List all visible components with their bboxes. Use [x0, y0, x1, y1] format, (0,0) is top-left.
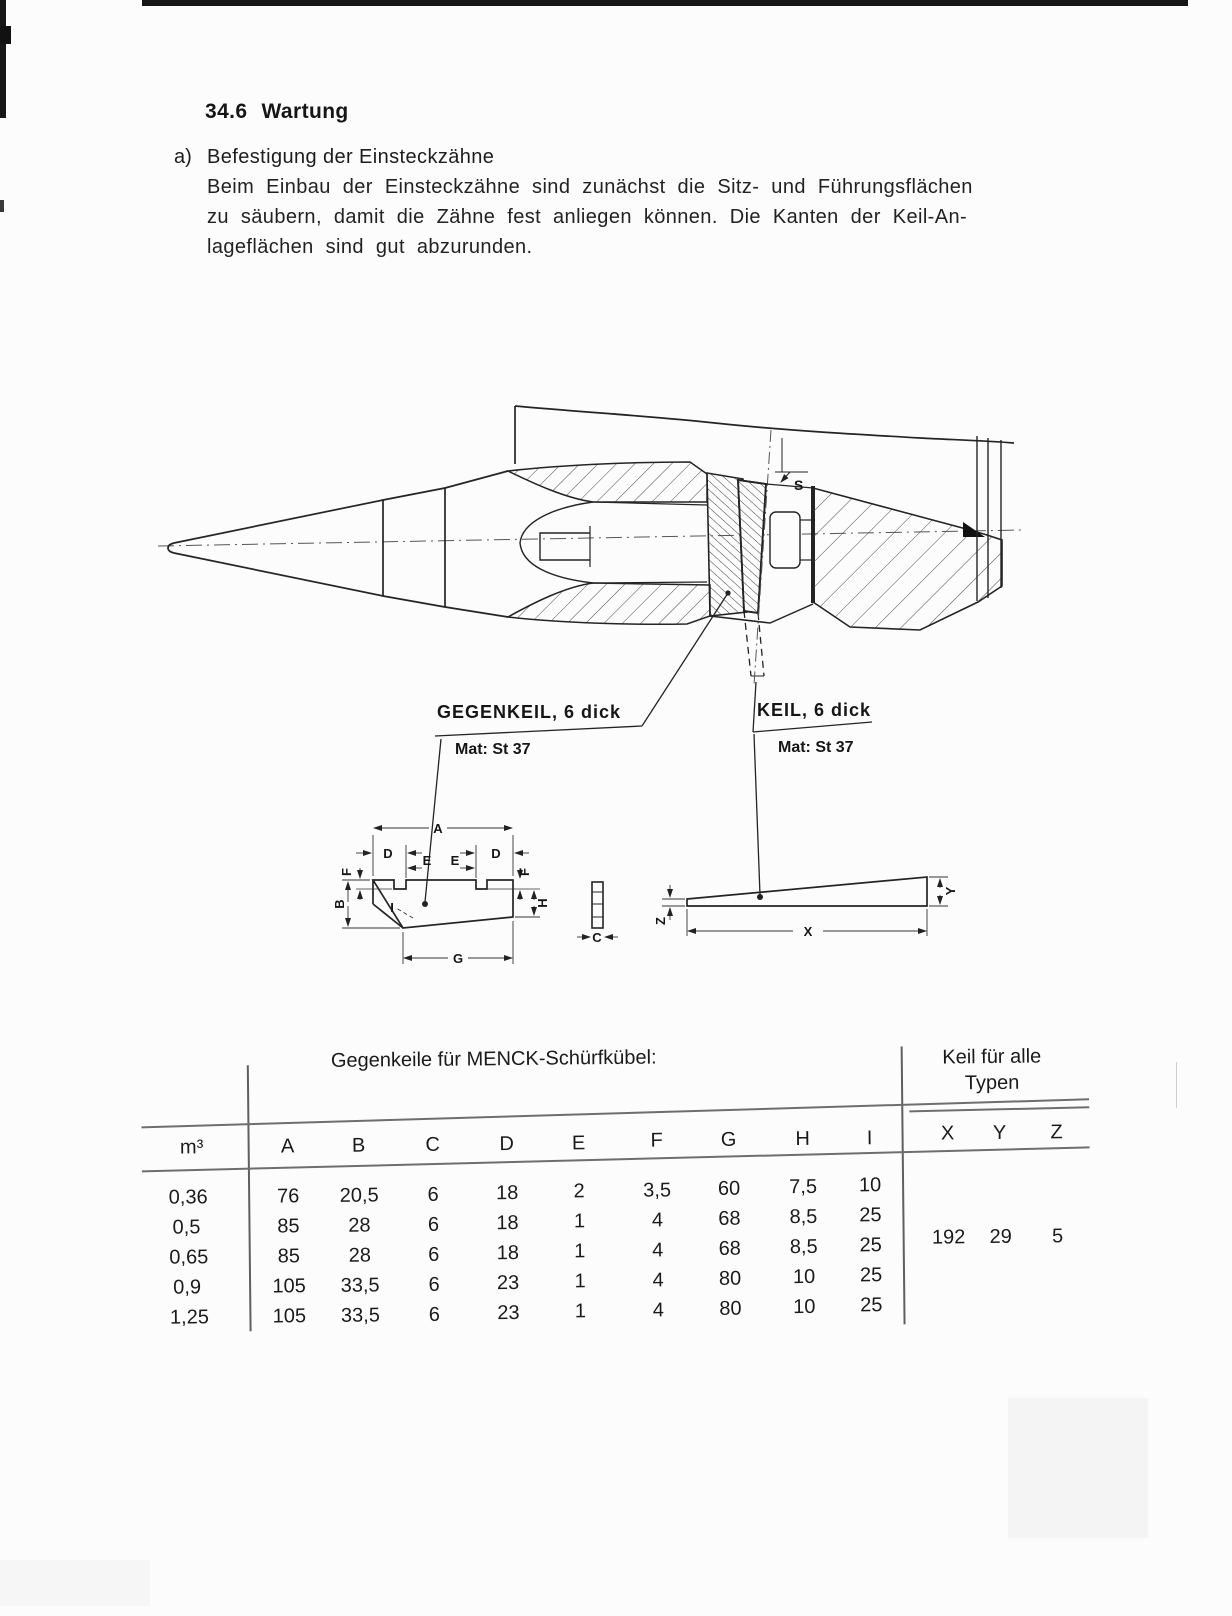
dim-e: E — [450, 853, 460, 868]
dim-d: D — [491, 846, 501, 861]
scan-edge-left — [0, 0, 6, 118]
table-cell: 4 — [652, 1239, 664, 1262]
table-cell: 4 — [651, 1209, 664, 1232]
table-cell-keil: 5 — [1051, 1225, 1064, 1248]
tooth-assembly-section — [158, 406, 1023, 685]
table-cell: 105 — [272, 1305, 307, 1328]
table-cell: 25 — [859, 1264, 883, 1287]
table-cell: 80 — [718, 1267, 742, 1290]
wedge-dimension-table — [138, 1020, 1101, 1342]
col-header: F — [650, 1129, 663, 1152]
table-cell: 1 — [574, 1270, 586, 1293]
table-cell: 4 — [652, 1299, 665, 1322]
table-cell: 18 — [496, 1211, 519, 1235]
col-header: H — [795, 1127, 810, 1151]
dim-z: Z — [653, 917, 668, 925]
col-header: Z — [1050, 1121, 1063, 1144]
table-cell: 105 — [272, 1275, 306, 1298]
table-cell: 68 — [718, 1237, 741, 1260]
table-group-header: Typen — [964, 1071, 1020, 1095]
table-cell: 28 — [348, 1214, 371, 1237]
dim-a: A — [433, 821, 443, 836]
list-item-label: a) — [174, 146, 192, 168]
scan-edge-top — [142, 0, 1188, 6]
gegenkeil-dimension-drawing — [373, 880, 603, 928]
paragraph-line: Beim Einbau der Einsteckzähne sind zunächst die Sitz- und Führungsflächen — [207, 176, 973, 198]
scan-mark — [0, 26, 11, 44]
table-cell: 25 — [859, 1234, 882, 1257]
table-cell: 0,5 — [172, 1216, 201, 1239]
dim-g: G — [452, 951, 464, 966]
dim-s: S — [794, 477, 804, 493]
table-cell: 80 — [719, 1297, 742, 1320]
table-cell: 28 — [348, 1244, 372, 1267]
table-cell: 23 — [497, 1301, 520, 1325]
table-cell: 2 — [573, 1180, 585, 1203]
dim-e: E — [422, 853, 432, 868]
table-cell: 6 — [427, 1213, 440, 1236]
keil-label: KEIL, 6 dick — [757, 700, 872, 720]
table-cell: 1 — [574, 1300, 587, 1323]
table-cell: 60 — [717, 1177, 741, 1200]
table-divider-vertical — [247, 1065, 251, 1331]
table-cell: 0,9 — [173, 1276, 202, 1299]
table-cell: 85 — [277, 1215, 300, 1238]
scan-mark — [0, 200, 4, 212]
technical-drawing — [130, 380, 1110, 980]
paragraph-line: zu säubern, damit die Zähne fest anliegen können. Die Kanten der Keil-An- — [207, 206, 968, 228]
col-header: I — [866, 1127, 873, 1150]
scan-shadow — [0, 1560, 150, 1606]
table-cell: 18 — [495, 1181, 519, 1205]
table-cell: 6 — [427, 1183, 439, 1206]
table-cell: 33,5 — [340, 1304, 381, 1327]
dim-d: D — [383, 846, 393, 861]
dim-h: H — [535, 898, 550, 908]
section-heading — [205, 100, 349, 124]
table-cell: 85 — [277, 1245, 301, 1268]
keil-dimension-drawing — [687, 877, 927, 906]
table-cell: 10 — [858, 1174, 882, 1197]
paragraph-title: Befestigung der Einsteckzähne — [207, 146, 495, 168]
col-header-m3: m³ — [179, 1136, 204, 1159]
gegenkeil-material: Mat: St 37 — [455, 741, 531, 758]
table-cell: 3,5 — [643, 1179, 672, 1202]
dim-x: X — [803, 924, 813, 939]
table-cell: 0,65 — [169, 1246, 209, 1269]
table-cell-keil: 29 — [989, 1225, 1012, 1249]
table-cell: 4 — [652, 1269, 664, 1292]
dim-i: I — [390, 900, 394, 915]
table-cell-keil: 192 — [931, 1226, 966, 1249]
dim-c: C — [592, 930, 602, 945]
table-cell: 25 — [860, 1294, 883, 1317]
scan-mark — [1176, 1062, 1177, 1108]
col-header: G — [720, 1128, 737, 1151]
col-header: C — [425, 1133, 440, 1156]
table-cell: 8,5 — [789, 1205, 818, 1229]
table-cell: 10 — [793, 1295, 816, 1319]
table-cell: 6 — [428, 1273, 440, 1296]
col-header: Y — [992, 1121, 1007, 1144]
table-cell: 33,5 — [340, 1274, 380, 1297]
table-cell: 0,36 — [168, 1186, 208, 1209]
section-title: Wartung — [261, 100, 349, 123]
keil-material: Mat: St 37 — [778, 739, 854, 756]
table-cell: 10 — [792, 1265, 816, 1289]
paragraph-line: lageflächen sind gut abzurunden. — [207, 236, 533, 258]
dim-y: Y — [943, 886, 958, 896]
table-cell: 7,5 — [789, 1175, 818, 1199]
table-cell: 1,25 — [169, 1306, 210, 1329]
col-header: X — [940, 1122, 955, 1145]
table-cell: 1 — [573, 1210, 586, 1233]
table-divider-vertical — [901, 1046, 905, 1324]
col-header: E — [571, 1132, 586, 1155]
section-number: 34.6 — [205, 100, 248, 123]
dim-b: B — [332, 899, 347, 909]
table-cell: 20,5 — [339, 1184, 379, 1207]
table-group-header: Gegenkeile für MENCK-Schürfkübel: — [330, 1046, 657, 1072]
scan-shadow — [1008, 1398, 1148, 1538]
table-cell: 1 — [574, 1240, 586, 1263]
col-header: B — [351, 1134, 366, 1157]
table-cell: 18 — [496, 1241, 520, 1265]
gegenkeil-label: GEGENKEIL, 6 dick — [437, 702, 622, 722]
table-cell: 6 — [428, 1303, 441, 1326]
table-rule — [909, 1106, 1089, 1112]
table-cell: 68 — [718, 1207, 741, 1230]
col-header: D — [499, 1133, 514, 1156]
table-cell: 6 — [428, 1243, 440, 1266]
table-cell: 23 — [496, 1271, 520, 1295]
dim-f: F — [517, 868, 532, 876]
table-cell: 76 — [276, 1185, 300, 1208]
table-group-header: Keil für alle — [942, 1045, 1042, 1069]
table-cell: 8,5 — [789, 1235, 818, 1259]
table-cell: 25 — [859, 1204, 882, 1227]
dim-f: F — [339, 868, 354, 876]
col-header: A — [280, 1135, 295, 1158]
